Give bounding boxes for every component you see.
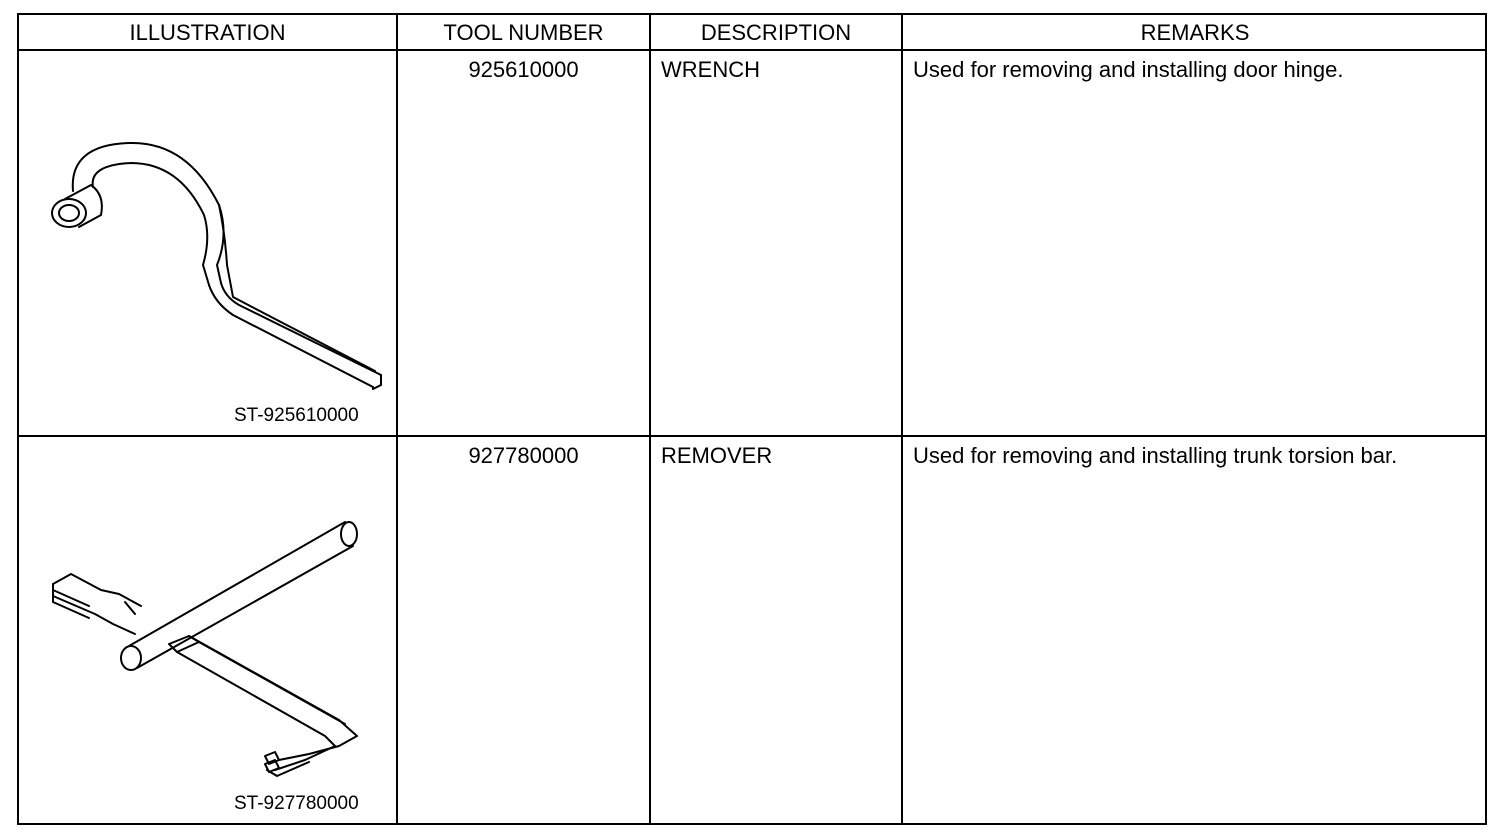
tool-description: WRENCH: [661, 57, 760, 82]
column-divider: [901, 15, 903, 823]
header-tool-number: TOOL NUMBER: [443, 20, 604, 45]
torsion-bar-remover-icon: [39, 510, 379, 780]
header-description: DESCRIPTION: [700, 20, 852, 45]
special-tools-table: [17, 13, 1487, 825]
tool-remarks: Used for removing and installing trunk torsion bar.: [913, 443, 1398, 468]
column-divider: [396, 15, 398, 823]
illustration-code: ST-925610000: [234, 405, 359, 426]
header-remarks: REMARKS: [1140, 20, 1250, 45]
tool-number: 927780000: [468, 443, 579, 468]
hook-wrench-icon: [39, 125, 369, 385]
tool-remarks: Used for removing and installing door hinge.: [913, 57, 1344, 82]
header-illustration: ILLUSTRATION: [129, 20, 286, 45]
illustration-code: ST-927780000: [234, 793, 359, 814]
row-divider: [19, 435, 1485, 437]
column-divider: [649, 15, 651, 823]
tool-description: REMOVER: [661, 443, 773, 468]
tool-number: 925610000: [468, 57, 579, 82]
